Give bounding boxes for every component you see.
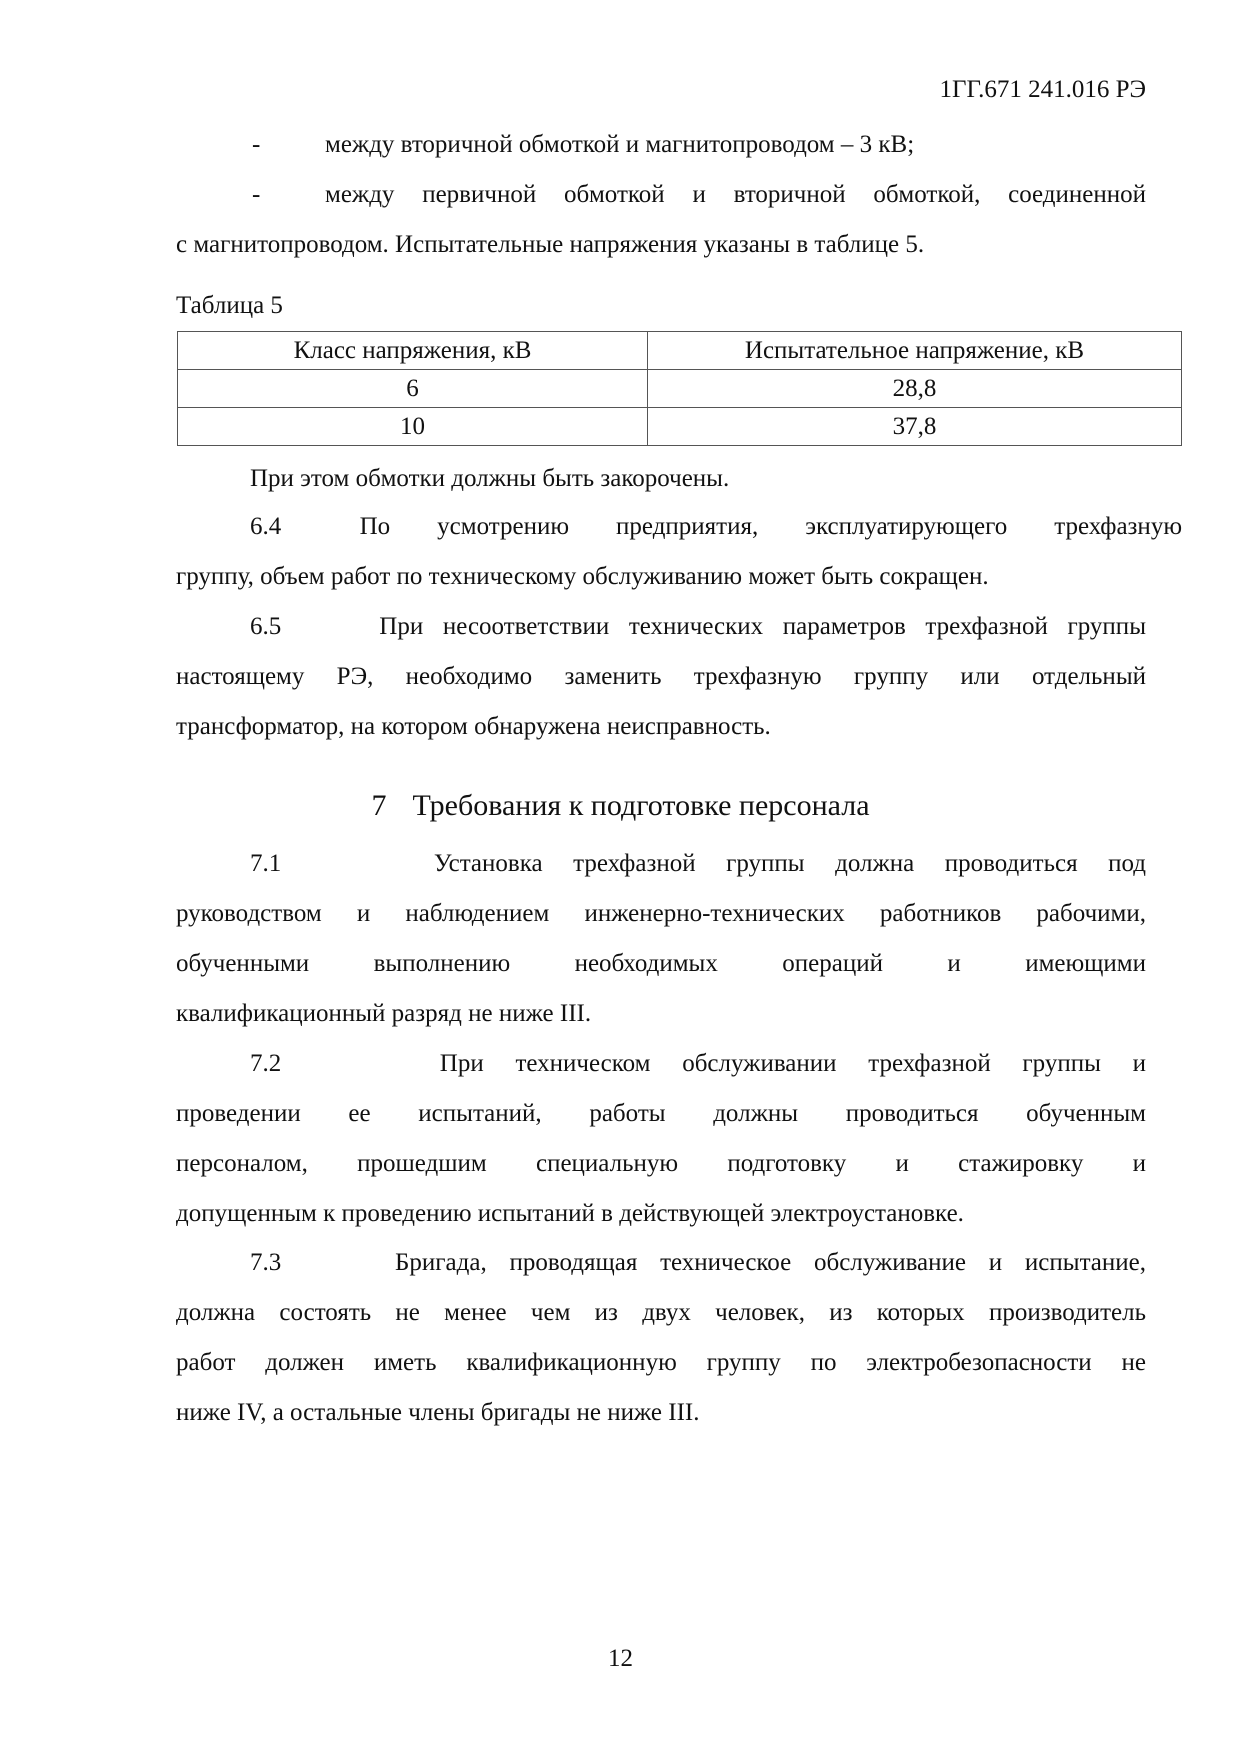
section-number: 7 (371, 789, 387, 822)
section-title: Требования к подготовке персонала (412, 789, 870, 822)
table-header: Испытательное напряжение, кВ (648, 332, 1182, 370)
paragraph-line: При этом обмотки должны быть закорочены. (250, 465, 730, 492)
paragraph-7-1-line: 7.1 Установка трехфазной группы должна проводиться под (250, 850, 1146, 877)
table-row (178, 370, 1182, 408)
section-heading (0, 788, 1241, 824)
paragraph-6-5-line: настоящему РЭ, необходимо заменить трехфазную группу или отдельный (176, 663, 1146, 690)
document-code: 1ГГ.671 241.016 РЭ (939, 76, 1146, 103)
paragraph-7-2-line: допущенным к проведению испытаний в действующей электроустановке. (176, 1200, 964, 1227)
page-number: 12 (608, 1645, 633, 1672)
paragraph-7-3-line: должна состоять не менее чем из двух человек, из которых производитель (176, 1299, 1146, 1326)
paragraph-7-1-line: квалификационный разряд не ниже III. (176, 1000, 592, 1027)
continuation-line: с магнитопроводом. Испытательные напряжения указаны в таблице 5. (176, 231, 925, 258)
table-caption: Таблица 5 (176, 292, 283, 319)
paragraph-6-4-line: 6.4 По усмотрению предприятия, эксплуатирующего трехфазную (250, 513, 1182, 540)
paragraph-7-3-line: работ должен иметь квалификационную группу по электробезопасности не (176, 1349, 1146, 1376)
list-bullet: - (252, 131, 261, 158)
voltage-table (177, 331, 1182, 446)
table-cell: 28,8 (648, 370, 1182, 408)
list-item: между первичной обмоткой и вторичной обмоткой, соединенной (325, 181, 1146, 208)
table-cell: 6 (178, 370, 648, 408)
table-cell: 10 (178, 408, 648, 446)
paragraph-7-2-line: персоналом, прошедшим специальную подготовку и стажировку и (176, 1150, 1146, 1177)
paragraph-7-1-line: руководством и наблюдением инженерно-технических работников рабочими, (176, 900, 1146, 927)
paragraph-7-2-line: 7.2 При техническом обслуживании трехфазной группы и (250, 1050, 1146, 1077)
table-row (178, 408, 1182, 446)
paragraph-7-2-line: проведении ее испытаний, работы должны проводиться обученным (176, 1100, 1146, 1127)
table-cell: 37,8 (648, 408, 1182, 446)
table-header: Класс напряжения, кВ (178, 332, 648, 370)
paragraph-7-3-line: 7.3 Бригада, проводящая техническое обслуживание и испытание, (250, 1249, 1146, 1276)
paragraph-7-1-line: обученными выполнению необходимых операций и имеющими (176, 950, 1146, 977)
table-header-row (178, 332, 1182, 370)
paragraph-6-5-line: 6.5 При несоответствии технических параметров трехфазной группы (250, 613, 1146, 640)
paragraph-6-4-line: группу, объем работ по техническому обслуживанию может быть сокращен. (176, 563, 989, 590)
paragraph-7-3-line: ниже IV, а остальные члены бригады не ниже III. (176, 1399, 700, 1426)
list-bullet: - (252, 181, 261, 208)
list-item: между вторичной обмоткой и магнитопроводом – 3 кВ; (325, 131, 915, 158)
paragraph-6-5-line: трансформатор, на котором обнаружена неисправность. (176, 713, 771, 740)
